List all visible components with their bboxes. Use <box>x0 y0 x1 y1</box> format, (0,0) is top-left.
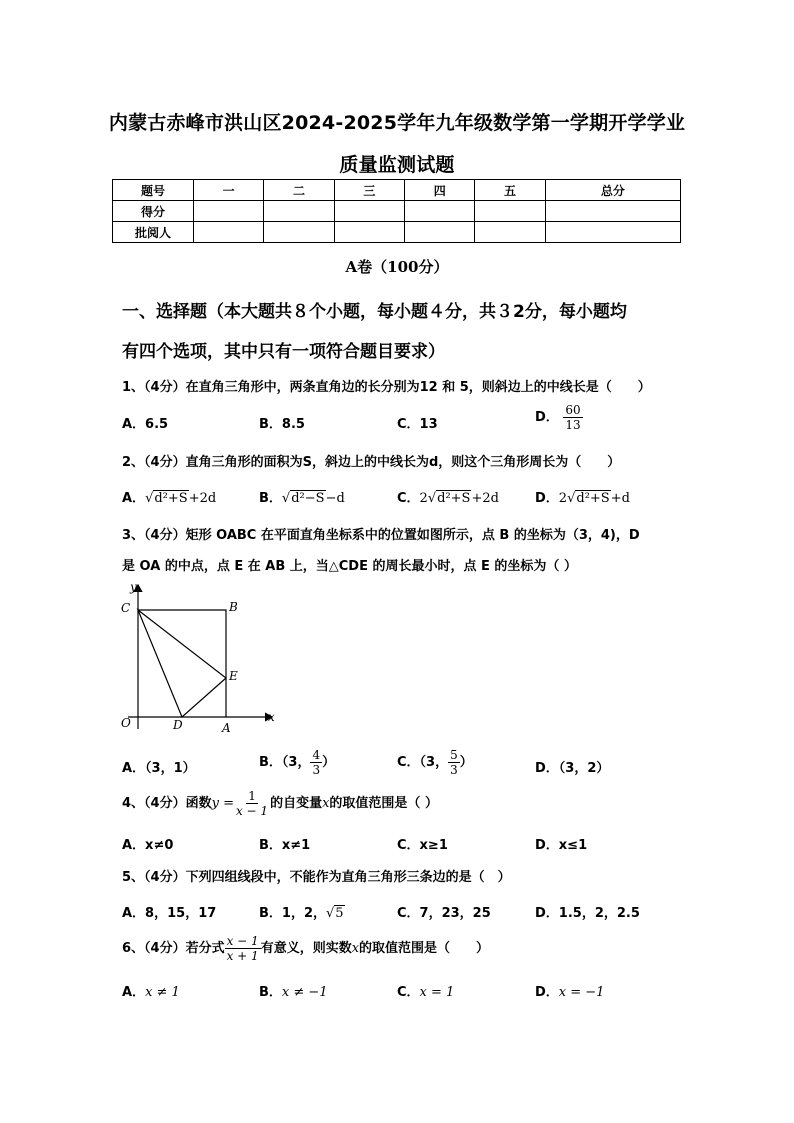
stem-text: 6、（4分）若分式 <box>122 941 225 956</box>
score-cell[interactable] <box>194 201 264 222</box>
fraction <box>310 748 322 777</box>
q1-option-c[interactable]: C．13 <box>397 417 438 432</box>
score-table-row <box>113 222 681 243</box>
question-3-stem-line2: 是 OA 的中点，点 E 在 AB 上，当△CDE 的周长最小时，点 E 的坐标为（ ） <box>122 559 577 574</box>
q3-option-c[interactable] <box>397 748 473 777</box>
score-table-header-cell: 二 <box>264 180 334 201</box>
reviewer-cell[interactable] <box>194 222 264 243</box>
label-a: A <box>222 721 231 735</box>
q6-option-a[interactable] <box>122 981 180 1000</box>
expression-tail: −d <box>325 491 345 506</box>
option-letter: D． <box>535 491 559 506</box>
q2-option-c[interactable] <box>397 487 499 506</box>
label-y: y <box>130 580 137 594</box>
fraction <box>563 403 582 432</box>
option-text: ） <box>322 755 336 770</box>
label-d: D <box>173 718 183 732</box>
option-text: B．（3， <box>259 755 311 770</box>
option-letter: A． <box>122 491 146 506</box>
question-1-stem: 1、（4分）在直角三角形中，两条直角边的长分别为12 和 5，则斜边上的中线长是（ ） <box>122 380 651 395</box>
expression-tail: +d <box>610 491 630 506</box>
stem-text: 的取值范围是（ ） <box>359 941 490 956</box>
fraction-numerator: 5 <box>450 748 458 762</box>
option-letter: D． <box>535 985 559 1000</box>
q4-option-b[interactable]: B．x≠1 <box>259 838 311 853</box>
option-letter: D． <box>535 410 559 425</box>
volume-label: A卷（100分） <box>345 258 449 276</box>
math-variable: x <box>322 796 330 811</box>
math-expression: x ≠ −1 <box>281 985 328 1000</box>
score-cell[interactable] <box>264 201 334 222</box>
fraction-numerator: 1 <box>248 789 256 803</box>
label-b: B <box>229 600 238 614</box>
fraction-denominator: 3 <box>312 763 321 777</box>
radicand: d²+S <box>437 491 471 506</box>
q2-option-b[interactable] <box>259 487 345 506</box>
radicand: d²−S <box>291 491 325 506</box>
score-table-header-cell: 五 <box>475 180 545 201</box>
section-heading-line2: 有四个选项，其中只有一项符合题目要求） <box>122 342 445 362</box>
question-2-stem: 2、（4分）直角三角形的面积为S，斜边上的中线长为d，则这个三角形周长为（ ） <box>122 455 621 470</box>
sqrt-sign: √ <box>427 491 437 506</box>
stem-text: 4、（4分）函数 <box>122 796 212 811</box>
option-letter: C． <box>397 985 420 1000</box>
math-expression: x ≠ 1 <box>145 985 180 1000</box>
reviewer-cell[interactable] <box>334 222 404 243</box>
stem-text: 的自变量 <box>270 796 323 811</box>
q4-option-a[interactable]: A．x≠0 <box>122 838 174 853</box>
q5-option-c[interactable]: C．7，23，25 <box>397 906 491 921</box>
sqrt-sign: √ <box>326 906 335 921</box>
label-x: x <box>268 710 275 724</box>
q4-option-d[interactable]: D．x≤1 <box>535 838 588 853</box>
q4-option-c[interactable]: C．x≥1 <box>397 838 448 853</box>
option-letter: B． <box>259 491 282 506</box>
fraction-numerator: x − 1 <box>226 934 259 948</box>
exam-title-line2: 质量监测试题 <box>339 154 455 176</box>
coefficient: 2 <box>419 491 428 506</box>
question-3-stem-line1: 3、（4分）矩形 OABC 在平面直角坐标系中的位置如图所示，点 B 的坐标为（3，4)，D <box>122 528 640 543</box>
fraction-denominator: x − 1 <box>235 804 269 818</box>
fraction <box>225 934 261 963</box>
section-heading-line1: 一、选择题（本大题共８个小题，每小题４分，共３2分，每小题均 <box>122 302 627 322</box>
radicand: 5 <box>335 906 344 921</box>
stem-text: 的取值范围是（ ） <box>329 796 438 811</box>
option-letter: C． <box>397 491 420 506</box>
question-6-stem <box>122 934 489 963</box>
score-table-row-label: 得分 <box>113 201 194 222</box>
score-table-header-row <box>113 180 681 201</box>
radicand: d²+S <box>576 491 610 506</box>
label-c: C <box>121 601 131 615</box>
sqrt-sign: √ <box>145 491 154 506</box>
q1-option-d[interactable] <box>535 403 583 432</box>
score-table-header-cell: 三 <box>334 180 404 201</box>
score-cell[interactable] <box>334 201 404 222</box>
math-expression: y = <box>211 796 234 811</box>
fraction-denominator: 3 <box>450 763 458 777</box>
fraction-denominator: x + 1 <box>226 949 259 963</box>
score-cell[interactable] <box>405 201 475 222</box>
triangle-cde <box>138 610 226 717</box>
exam-title-line1: 内蒙古赤峰市洪山区2024-2025学年九年级数学第一学期开学学业 <box>108 112 686 134</box>
option-letter: A． <box>122 985 146 1000</box>
math-variable: x <box>351 941 360 956</box>
expression-tail: +2d <box>471 491 499 506</box>
label-e: E <box>229 669 238 683</box>
q6-option-d[interactable] <box>535 981 604 1000</box>
q5-option-a[interactable]: A．8，15，17 <box>122 906 217 921</box>
fraction <box>448 748 460 777</box>
coefficient: 2 <box>558 491 568 506</box>
q2-option-a[interactable] <box>122 487 216 506</box>
score-table-header-cell: 题号 <box>113 180 194 201</box>
sqrt-sign: √ <box>281 491 291 506</box>
score-cell[interactable] <box>475 201 545 222</box>
fraction-denominator: 13 <box>565 418 581 432</box>
q1-option-b[interactable]: B．8.5 <box>259 417 305 432</box>
score-table-header-cell: 四 <box>405 180 475 201</box>
option-text: B．1，2， <box>259 906 326 921</box>
expression-tail: +2d <box>188 491 217 506</box>
score-table <box>112 179 681 243</box>
fraction-numerator: 4 <box>312 748 321 762</box>
option-letter: B． <box>259 985 282 1000</box>
score-table-row-label: 批阅人 <box>113 222 194 243</box>
q5-option-d[interactable]: D．1.5，2，2.5 <box>535 906 640 921</box>
reviewer-cell[interactable] <box>264 222 334 243</box>
option-text: ） <box>459 755 473 770</box>
score-cell[interactable] <box>545 201 680 222</box>
radicand: d²+S <box>154 491 188 506</box>
q3-figure <box>112 577 282 737</box>
stem-text: 有意义，则实数 <box>260 941 352 956</box>
q6-option-c[interactable] <box>397 981 454 1000</box>
q1-option-a[interactable]: A．6.5 <box>122 417 169 432</box>
q3-option-b[interactable] <box>259 748 335 777</box>
q5-option-b[interactable] <box>259 902 345 921</box>
reviewer-cell[interactable] <box>405 222 475 243</box>
option-text: C．（3， <box>397 755 449 770</box>
reviewer-cell[interactable] <box>475 222 545 243</box>
score-table-header-cell: 一 <box>194 180 264 201</box>
fraction-numerator: 60 <box>565 403 581 417</box>
rectangle-sides <box>138 610 226 717</box>
question-5-stem: 5、（4分）下列四组线段中，不能作为直角三角形三条边的是（ ） <box>122 870 511 885</box>
q6-option-b[interactable] <box>259 981 328 1000</box>
q2-option-d[interactable] <box>535 487 630 506</box>
q3-option-a[interactable]: A．（3，1） <box>122 761 196 776</box>
label-o: O <box>121 716 131 730</box>
sqrt-sign: √ <box>567 491 576 506</box>
math-expression: x = 1 <box>419 985 455 1000</box>
score-table-header-cell: 总分 <box>545 180 680 201</box>
question-4-stem <box>122 789 438 818</box>
math-expression: x = −1 <box>558 985 605 1000</box>
q3-option-d[interactable]: D．（3，2） <box>535 761 610 776</box>
score-table-row <box>113 201 681 222</box>
reviewer-cell[interactable] <box>545 222 680 243</box>
fraction <box>234 789 270 818</box>
